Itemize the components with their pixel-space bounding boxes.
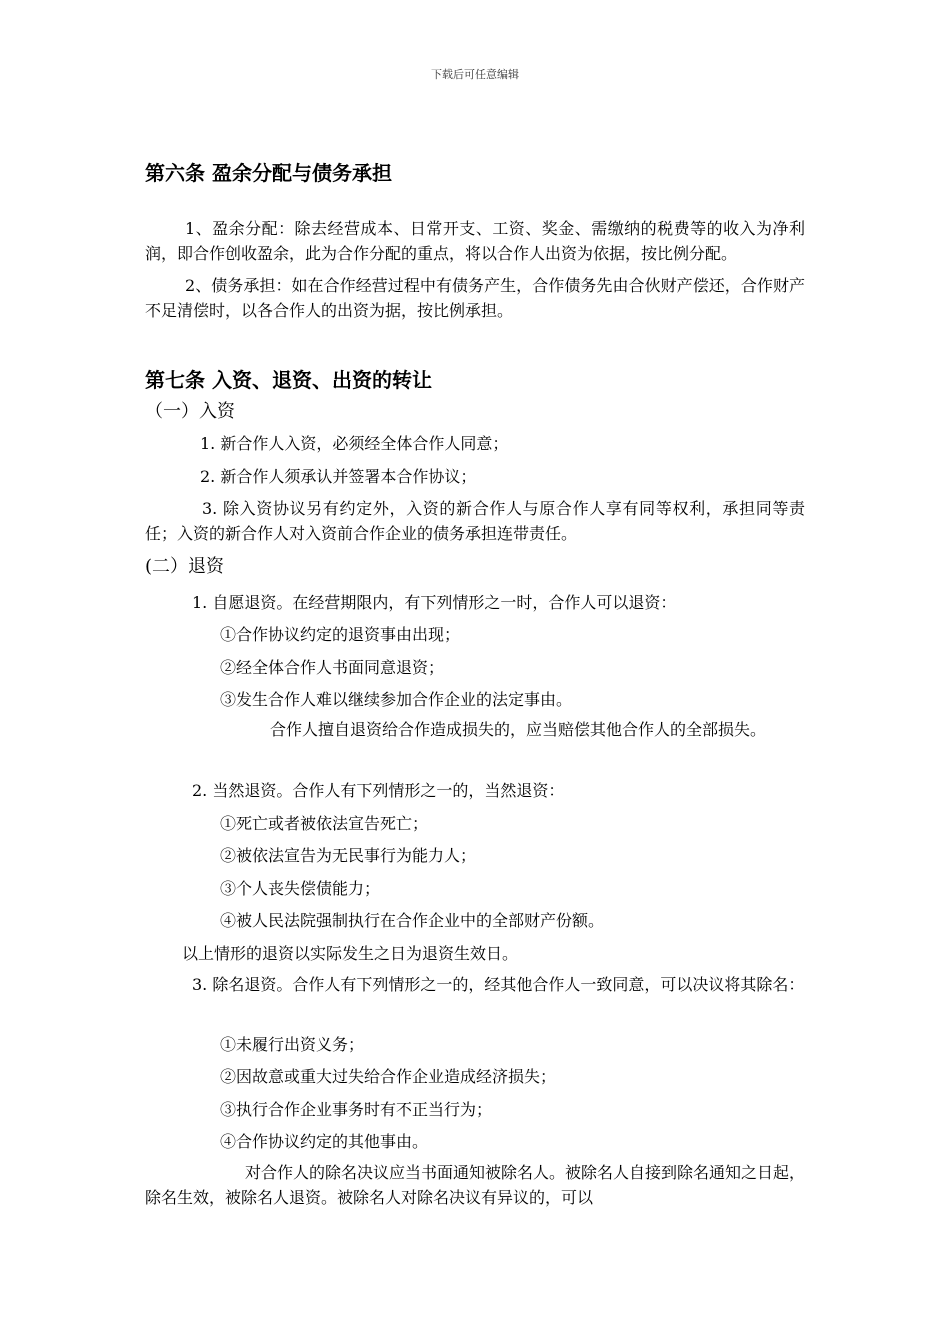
voluntary-case-2: ②经全体合作人书面同意退资； xyxy=(220,658,445,677)
automatic-case-4: ④被人民法院强制执行在合作企业中的全部财产份额。 xyxy=(220,911,605,930)
expulsion-withdrawal-lead: 3. 除名退资。合作人有下列情形之一的，经其他合作人一致同意，可以决议将其除名： xyxy=(192,975,805,994)
entry-item-3: 3. 除入资协议另有约定外，入资的新合作人与原合作人享有同等权利，承担同等责任；入资的新合作人对入资前合作企业的债务承担连带责任。 xyxy=(145,499,805,543)
entry-item-2: 2. 新合作人须承认并签署本合作协议； xyxy=(200,467,477,486)
expulsion-case-1: ①未履行出资义务； xyxy=(220,1035,365,1054)
automatic-withdrawal-note: 以上情形的退资以实际发生之日为退资生效日。 xyxy=(182,944,519,963)
section-capital-entry-title: （一）入资 xyxy=(145,401,235,422)
expulsion-case-2: ②因故意或重大过失给合作企业造成经济损失； xyxy=(220,1067,557,1086)
article-7-title: 第七条 入资、退资、出资的转让 xyxy=(145,368,432,392)
voluntary-case-1: ①合作协议约定的退资事由出现； xyxy=(220,625,461,644)
expulsion-case-4: ④合作协议约定的其他事由。 xyxy=(220,1132,429,1151)
voluntary-withdrawal-lead: 1. 自愿退资。在经营期限内，有下列情形之一时，合作人可以退资： xyxy=(192,593,677,612)
expulsion-case-3: ③执行合作企业事务时有不正当行为； xyxy=(220,1100,493,1119)
automatic-case-2: ②被依法宣告为无民事行为能力人； xyxy=(220,846,477,865)
automatic-withdrawal-lead: 2. 当然退资。合作人有下列情形之一的，当然退资： xyxy=(192,781,565,800)
section-withdrawal-title: (二）退资 xyxy=(145,556,225,577)
automatic-case-3: ③个人丧失偿债能力； xyxy=(220,879,381,898)
voluntary-case-3: ③发生合作人难以继续参加合作企业的法定事由。 xyxy=(220,690,573,709)
article-6-clause-2: 2、债务承担：如在合作经营过程中有债务产生，合作债务先由合伙财产偿还，合作财产不足清偿时，以各合作人的出资为据，按比例承担。 xyxy=(145,276,805,320)
automatic-case-1: ①死亡或者被依法宣告死亡； xyxy=(220,814,429,833)
voluntary-withdrawal-note: 合作人擅自退资给合作造成损失的，应当赔偿其他合作人的全部损失。 xyxy=(270,720,767,739)
page-header: 下载后可任意编辑 xyxy=(431,68,519,81)
article-6-title: 第六条 盈余分配与债务承担 xyxy=(145,161,392,185)
entry-item-1: 1. 新合作人入资，必须经全体合作人同意； xyxy=(200,434,509,453)
article-6-clause-1: 1、盈余分配：除去经营成本、日常开支、工资、奖金、需缴纳的税费等的收入为净利润，即合作创收盈余，此为合作分配的重点，将以合作人出资为依据，按比例分配。 xyxy=(145,219,805,263)
expulsion-withdrawal-note: 对合作人的除名决议应当书面通知被除名人。被除名人自接到除名通知之日起，除名生效，被除名人退资。被除名人对除名决议有异议的，可以 xyxy=(145,1163,806,1207)
